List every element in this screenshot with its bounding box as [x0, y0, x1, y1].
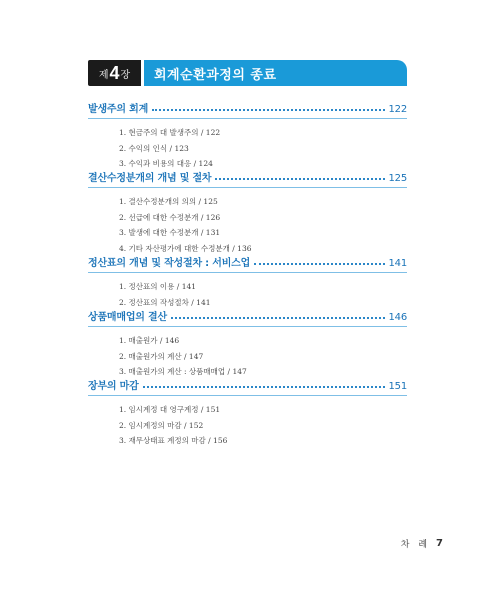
- section-heading[interactable]: [88, 99, 407, 115]
- subsection-item[interactable]: 2. 임시계정의 마감 / 152: [119, 420, 204, 430]
- subsection-list: [88, 125, 407, 172]
- chapter-suffix: 장: [120, 69, 131, 81]
- section-heading[interactable]: [88, 168, 407, 184]
- subsection-list: [88, 333, 407, 380]
- section-title[interactable]: 발생주의 회계: [88, 104, 149, 115]
- section-page-number: 151: [388, 381, 407, 392]
- chapter-number: 4: [109, 63, 120, 83]
- footer-label: 차 례: [400, 540, 431, 550]
- section-title[interactable]: 결산수정분개의 개념 및 절차: [88, 173, 212, 184]
- dot-leader: [254, 263, 384, 265]
- page-footer: [401, 537, 443, 550]
- subsection-item[interactable]: 1. 결산수정분개의 의의 / 125: [119, 197, 218, 206]
- footer-page-number: 7: [436, 538, 443, 549]
- section-page-number: 125: [388, 173, 407, 184]
- section-title[interactable]: 상품매매업의 결산: [88, 312, 167, 323]
- subsection-item[interactable]: 3. 수익과 비용의 대응 / 124: [119, 159, 213, 168]
- section-divider: [88, 187, 407, 188]
- subsection-item[interactable]: 3. 재무상태표 계정의 마감 / 156: [119, 436, 228, 445]
- subsection-item[interactable]: 1. 매출원가 / 146: [119, 336, 180, 345]
- subsection-item[interactable]: 1. 정산표의 이용 / 141: [119, 282, 197, 291]
- subsection-item[interactable]: 2. 매출원가의 계산 / 147: [119, 351, 204, 361]
- dot-leader: [143, 386, 385, 388]
- subsection-item[interactable]: 3. 발생에 대한 수정분개 / 131: [119, 228, 221, 237]
- chapter-prefix: 제: [98, 69, 109, 81]
- dot-leader: [152, 109, 384, 111]
- toc-section[interactable]: [88, 307, 407, 380]
- chapter-number-badge: [88, 60, 141, 86]
- subsection-item[interactable]: 2. 수익의 인식 / 123: [119, 143, 189, 153]
- section-divider: [88, 272, 407, 273]
- section-heading[interactable]: [88, 307, 407, 323]
- subsection-item[interactable]: 2. 정산표의 작성절차 / 141: [119, 297, 211, 307]
- subsection-item[interactable]: 4. 기타 자산평가에 대한 수정분개 / 136: [119, 243, 252, 253]
- section-title[interactable]: 장부의 마감: [88, 381, 139, 392]
- chapter-title: 회계순환과정의 종료: [144, 60, 407, 86]
- toc-section[interactable]: [88, 253, 407, 310]
- chapter-banner: [88, 60, 407, 86]
- subsection-item[interactable]: 2. 선급에 대한 수정분개 / 126: [119, 212, 221, 222]
- dot-leader: [171, 317, 385, 319]
- subsection-list: [88, 279, 407, 310]
- toc-section[interactable]: [88, 168, 407, 256]
- subsection-item[interactable]: 1. 현금주의 대 발생주의 / 122: [119, 128, 221, 137]
- section-page-number: 141: [388, 258, 407, 269]
- dot-leader: [215, 178, 384, 180]
- section-page-number: 146: [388, 312, 407, 323]
- section-heading[interactable]: [88, 253, 407, 269]
- section-divider: [88, 118, 407, 119]
- subsection-list: [88, 402, 407, 449]
- subsection-item[interactable]: 1. 임시계정 대 영구계정 / 151: [119, 405, 221, 414]
- toc-section[interactable]: [88, 376, 407, 449]
- toc-section[interactable]: [88, 99, 407, 172]
- section-divider: [88, 395, 407, 396]
- subsection-list: [88, 194, 407, 256]
- section-heading[interactable]: [88, 376, 407, 392]
- section-title[interactable]: 정산표의 개념 및 작성절차 : 서비스업: [88, 258, 251, 269]
- section-divider: [88, 326, 407, 327]
- section-page-number: 122: [388, 104, 407, 115]
- subsection-item[interactable]: 3. 매출원가의 계산 : 상품매매업 / 147: [119, 367, 247, 376]
